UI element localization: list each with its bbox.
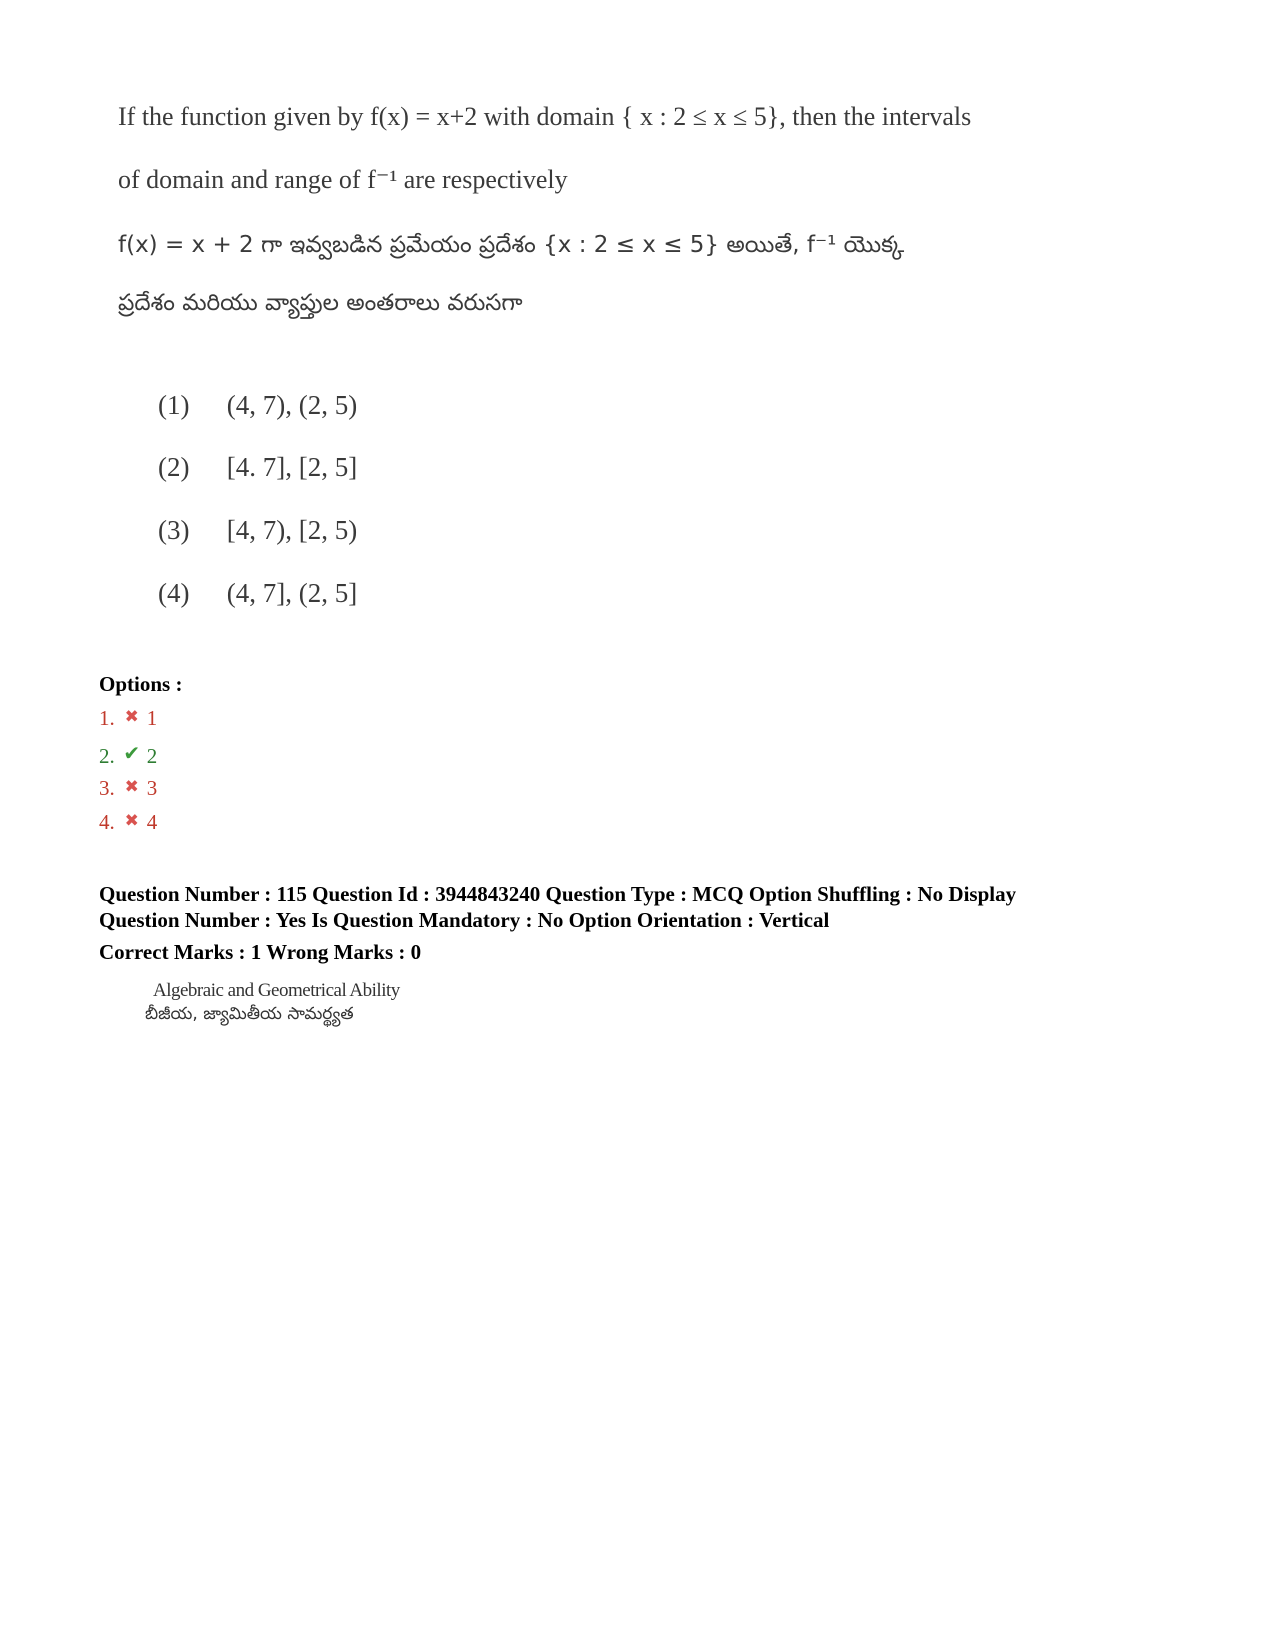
choice-text: (4, 7), (2, 5) bbox=[226, 390, 358, 420]
answer-option-1 bbox=[99, 706, 157, 731]
cross-icon: ✖ bbox=[124, 707, 139, 727]
choice-number: (1) bbox=[158, 390, 190, 420]
answer-label: 2 bbox=[146, 744, 158, 768]
question-text-english-line-2: of domain and range of f⁻¹ are respectively bbox=[118, 165, 568, 194]
check-icon: ✔ bbox=[123, 741, 141, 765]
answer-option-2 bbox=[99, 741, 157, 769]
choice-text: [4. 7], [2, 5] bbox=[226, 452, 358, 482]
marks-line: Correct Marks : 1 Wrong Marks : 0 bbox=[99, 940, 422, 964]
choice-row bbox=[158, 578, 357, 609]
cross-icon: ✖ bbox=[124, 777, 139, 797]
answer-index: 3. bbox=[99, 776, 115, 800]
choice-text: (4, 7], (2, 5] bbox=[226, 578, 358, 608]
question-text-telugu-line-1: f(x) = x + 2 గా ఇవ్వబడిన ప్రమేయం ప్రదేశం {x : 2 ≤ x ≤ 5} అయితే, f⁻¹ యొక్క bbox=[118, 232, 905, 258]
question-text-telugu-line-2: ప్రదేశం మరియు వ్యాప్తుల అంతరాలు వరుసగా bbox=[118, 290, 523, 316]
question-text-english-line-1: If the function given by f(x) = x+2 with domain { x : 2 ≤ x ≤ 5}, then the intervals bbox=[118, 102, 972, 131]
answer-label: 4 bbox=[146, 810, 158, 834]
subject-english: Algebraic and Geometrical Ability bbox=[153, 980, 400, 1001]
subject-telugu: బీజీయ, జ్యామితీయ సామర్థ్యత bbox=[145, 1004, 354, 1024]
choice-number: (3) bbox=[158, 515, 190, 545]
choice-number: (2) bbox=[158, 452, 190, 482]
answer-index: 1. bbox=[99, 706, 115, 730]
answer-label: 3 bbox=[146, 776, 158, 800]
question-meta-line-1: Question Number : 115 Question Id : 3944843240 Question Type : MCQ Option Shuffling : No Display bbox=[99, 882, 1017, 906]
answer-index: 2. bbox=[99, 744, 115, 768]
answer-option-4 bbox=[99, 810, 157, 835]
choice-row bbox=[158, 515, 357, 546]
cross-icon: ✖ bbox=[124, 811, 139, 831]
choice-row bbox=[158, 452, 357, 483]
choice-row bbox=[158, 390, 357, 421]
answer-index: 4. bbox=[99, 810, 115, 834]
answer-label: 1 bbox=[146, 706, 158, 730]
answer-option-3 bbox=[99, 776, 157, 801]
choice-number: (4) bbox=[158, 578, 190, 608]
choice-text: [4, 7), [2, 5) bbox=[226, 515, 358, 545]
question-meta-line-2: Question Number : Yes Is Question Mandatory : No Option Orientation : Vertical bbox=[99, 908, 830, 932]
options-title: Options : bbox=[99, 672, 183, 696]
